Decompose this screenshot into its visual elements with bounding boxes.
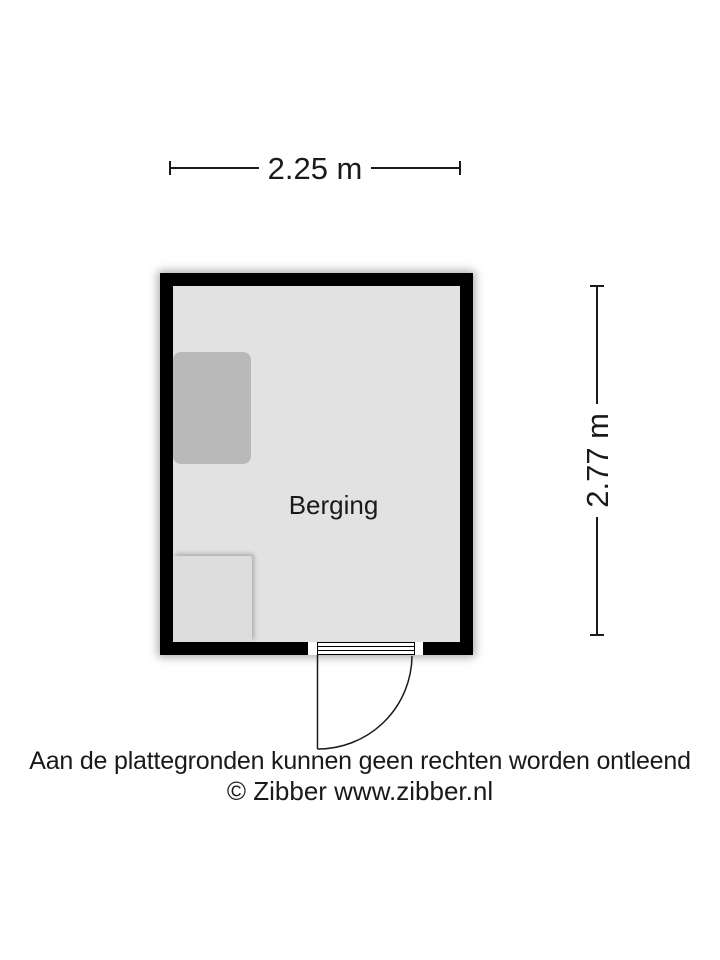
fixture-cabinet [173,352,251,464]
door-swing-arc [318,656,413,749]
fixture-platform [173,556,252,642]
dimension-tick [459,161,461,175]
dimension-line [596,517,598,634]
room-berging [160,273,473,655]
dimension-tick [590,634,604,636]
dimension-line [171,167,259,169]
dimension-width [169,152,461,184]
dimension-height-label: 2.77 m [579,413,615,508]
room-label: Berging [288,490,379,520]
footer-disclaimer: Aan de plattegronden kunnen geen rechten worden ontleend [29,747,691,775]
dimension-width-label: 2.25 m [267,150,363,186]
dimension-line [596,287,598,404]
dimension-height [579,285,615,636]
footer-copyright: © Zibber www.zibber.nl [226,776,494,806]
door-swing-icon [300,653,430,755]
dimension-line [371,167,459,169]
footer [0,746,720,806]
